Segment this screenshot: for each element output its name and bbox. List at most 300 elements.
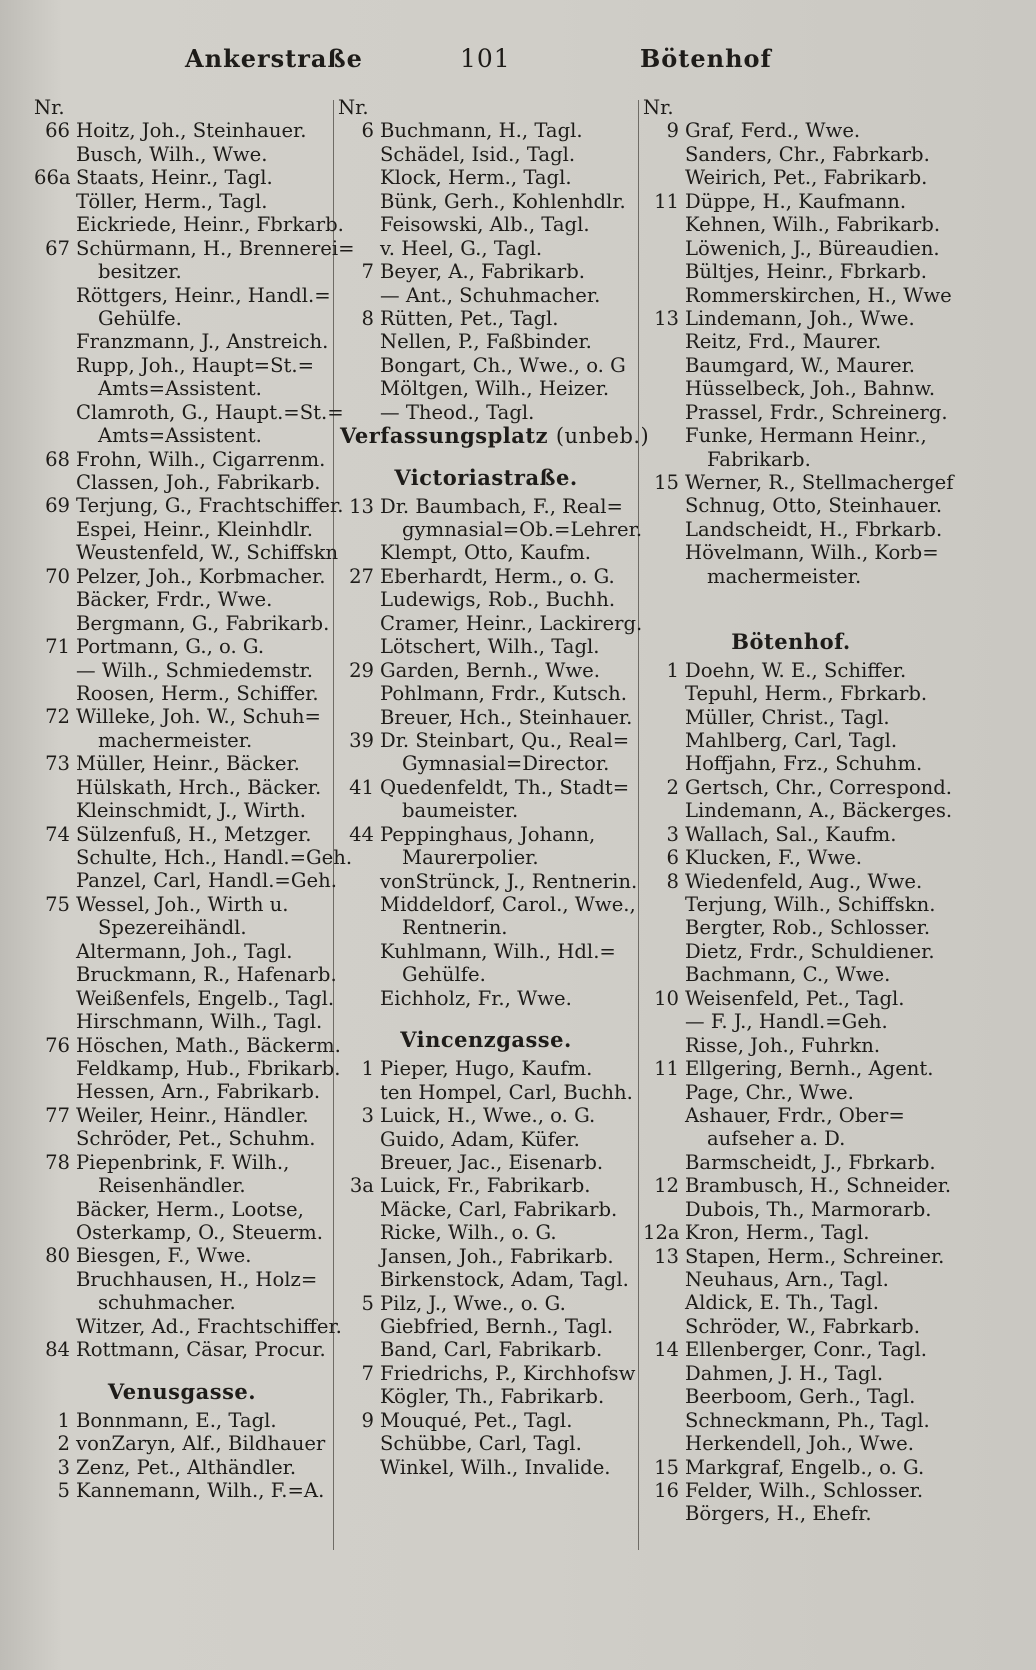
directory-entry — [643, 893, 939, 916]
resident-entry: Aldick, E. Th., Tagl. — [685, 1291, 879, 1315]
house-number — [34, 471, 76, 494]
directory-entry — [34, 869, 337, 893]
resident-entry: Beerboom, Gerh., Tagl. — [685, 1385, 916, 1409]
house-number — [643, 541, 685, 564]
directory-entry — [338, 518, 643, 541]
resident-entry: Weiler, Heinr., Händler. — [76, 1103, 309, 1127]
house-number: 76 — [45, 1033, 70, 1057]
house-number: 78 — [45, 1150, 70, 1174]
house-number — [34, 377, 76, 400]
resident-entry: Osterkamp, O., Steuerm. — [76, 1221, 323, 1244]
resident-entry: Amts=Assistent. — [98, 377, 262, 401]
resident-entry: Rütten, Pet., Tagl. — [380, 306, 559, 330]
directory-entry — [34, 448, 330, 471]
resident-entry: Prassel, Frdr., Schreinerg. — [685, 400, 948, 424]
directory-entry — [338, 1409, 634, 1432]
street-heading-name: Verfassungsplatz — [340, 423, 549, 449]
resident-entry: Bergter, Rob., Schlosser. — [685, 916, 931, 940]
directory-entry — [34, 307, 330, 330]
directory-entry — [338, 611, 643, 635]
house-number — [643, 1409, 685, 1432]
house-number: 13 — [349, 494, 374, 518]
resident-entry: Eichholz, Fr., Wwe. — [380, 986, 572, 1010]
resident-entry: Graf, Ferd., Wwe. — [685, 119, 861, 143]
resident-entry: Reitz, Frd., Maurer. — [685, 330, 882, 354]
resident-entry: Töller, Herm., Tagl. — [76, 189, 268, 213]
house-number: 74 — [45, 822, 70, 846]
directory-entry — [338, 213, 634, 236]
directory-entry — [643, 1502, 939, 1525]
house-number: 70 — [45, 564, 70, 588]
house-number — [643, 284, 685, 307]
house-number — [338, 518, 380, 541]
resident-entry: vonZaryn, Alf., Bildhauer — [76, 1432, 326, 1456]
house-number — [643, 260, 685, 283]
house-number: 2 — [666, 775, 679, 799]
resident-entry: Winkel, Wilh., Invalide. — [380, 1455, 611, 1479]
house-number — [34, 1174, 76, 1197]
directory-entry — [643, 213, 939, 236]
directory-entry — [643, 1221, 939, 1244]
directory-entry — [34, 541, 339, 565]
directory-entry — [338, 916, 634, 939]
house-number: 3 — [666, 822, 679, 846]
directory-entry — [34, 799, 330, 822]
resident-entry: Hövelmann, Wilh., Korb= — [685, 541, 939, 565]
directory-entry — [34, 963, 337, 987]
house-number — [338, 330, 380, 353]
house-number — [34, 1080, 76, 1103]
directory-entry — [338, 893, 634, 916]
resident-entry: machermeister. — [707, 564, 862, 588]
resident-entry: Bongart, Ch., Wwe., o. G — [380, 353, 626, 377]
house-number: 71 — [45, 635, 70, 659]
resident-entry: Werner, R., Stellmachergef — [685, 471, 954, 494]
house-number — [643, 1502, 685, 1525]
house-number: 75 — [45, 892, 70, 916]
directory-entry — [643, 260, 939, 283]
house-number — [34, 330, 76, 353]
resident-entry: Frohn, Wilh., Cigarrenm. — [76, 447, 326, 471]
house-number — [338, 752, 380, 775]
directory-entry — [643, 1198, 939, 1221]
resident-entry: Möltgen, Wilh., Heizer. — [380, 377, 610, 401]
directory-entry — [34, 986, 335, 1010]
resident-entry: Wiedenfeld, Aug., Wwe. — [685, 869, 923, 893]
directory-entry — [338, 776, 634, 799]
street-heading: Bötenhof. — [731, 628, 851, 654]
house-number — [34, 1057, 76, 1080]
house-number: 5 — [57, 1478, 70, 1502]
resident-entry: Bäcker, Herm., Lootse, — [76, 1197, 304, 1221]
directory-entry — [643, 963, 939, 986]
resident-entry: Gehülfe. — [402, 963, 486, 987]
directory-entry — [338, 1151, 634, 1174]
resident-entry: gymnasial=Ob.=Lehrer. — [402, 518, 643, 541]
directory-entry — [643, 119, 939, 142]
house-number — [643, 1315, 685, 1338]
resident-entry: Garden, Bernh., Wwe. — [380, 658, 600, 682]
resident-entry: Höschen, Math., Bäckerm. — [76, 1033, 341, 1057]
house-number — [34, 963, 76, 986]
directory-entry — [34, 565, 330, 588]
house-number — [338, 166, 380, 189]
house-number — [34, 869, 76, 892]
house-number: 1 — [361, 1057, 374, 1081]
directory-entry — [338, 706, 634, 729]
house-number — [338, 870, 380, 893]
house-number — [643, 1010, 685, 1033]
directory-entry — [643, 307, 939, 330]
directory-entry — [34, 1174, 330, 1197]
directory-entry — [643, 448, 939, 471]
directory-entry — [338, 143, 634, 166]
directory-entry — [643, 471, 954, 494]
house-number — [338, 588, 380, 611]
house-number — [643, 752, 685, 775]
resident-entry: Bonnmann, E., Tagl. — [76, 1408, 277, 1432]
house-number: 1 — [57, 1408, 70, 1432]
resident-entry: Eberhardt, Herm., o. G. — [380, 564, 615, 588]
resident-entry: Baumgard, W., Maurer. — [685, 353, 916, 377]
resident-entry: Weißenfels, Engelb., Tagl. — [76, 986, 335, 1010]
resident-entry: Schürmann, H., Brennerei= — [76, 236, 355, 260]
directory-entry — [643, 354, 939, 377]
house-number — [34, 284, 76, 307]
resident-entry: Hülskath, Hrch., Bäcker. — [76, 775, 322, 799]
resident-entry: Kögler, Th., Fabrikarb. — [380, 1385, 605, 1409]
directory-entry — [643, 940, 939, 963]
house-number — [643, 799, 685, 822]
directory-entry — [34, 1127, 330, 1150]
resident-entry: Mäcke, Carl, Fabrikarb. — [380, 1197, 618, 1221]
resident-entry: Willeke, Joh. W., Schuh= — [76, 705, 321, 729]
column-nr-label — [643, 96, 939, 119]
directory-entry — [338, 377, 634, 400]
house-number: 44 — [349, 822, 374, 846]
column-3 — [643, 96, 954, 1526]
directory-entry — [34, 190, 330, 213]
house-number — [338, 213, 380, 236]
directory-entry — [338, 495, 634, 518]
house-number — [643, 916, 685, 939]
directory-entry — [338, 1104, 634, 1127]
directory-entry — [34, 916, 330, 939]
directory-entry — [338, 1057, 634, 1080]
directory-entry — [338, 1362, 634, 1385]
house-number: 7 — [361, 260, 374, 284]
resident-entry: Ricke, Wilh., o. G. — [380, 1221, 557, 1245]
directory-entry — [34, 1314, 342, 1338]
directory-entry — [34, 1432, 330, 1455]
house-number: 11 — [654, 189, 679, 213]
house-number: 66 — [45, 119, 70, 143]
house-number — [338, 541, 380, 564]
resident-entry: Rommerskirchen, H., Wwe — [685, 283, 952, 307]
resident-entry: Bünk, Gerh., Kohlenhdlr. — [380, 189, 626, 213]
house-number — [338, 799, 380, 822]
house-number — [34, 940, 76, 963]
resident-entry: Herkendell, Joh., Wwe. — [685, 1432, 914, 1456]
house-number — [643, 166, 685, 189]
house-number — [34, 424, 76, 447]
resident-entry: Quedenfeldt, Th., Stadt= — [380, 775, 630, 799]
directory-entry — [338, 1198, 634, 1221]
directory-entry — [34, 1268, 330, 1291]
house-number — [338, 190, 380, 213]
resident-entry: Zenz, Pet., Althändler. — [76, 1455, 297, 1479]
resident-entry: Giebfried, Bernh., Tagl. — [380, 1315, 614, 1338]
directory-entry — [338, 963, 634, 986]
directory-entry — [34, 893, 330, 916]
house-number — [338, 401, 380, 424]
directory-entry — [643, 1409, 939, 1432]
house-number — [338, 1315, 380, 1338]
column-2 — [338, 96, 650, 1479]
resident-entry: Schröder, Pet., Schuhm. — [76, 1127, 316, 1151]
directory-entry — [338, 401, 634, 424]
directory-entry — [338, 846, 634, 869]
house-number — [338, 963, 380, 986]
house-number — [338, 1432, 380, 1455]
directory-entry — [34, 1080, 330, 1103]
directory-entry — [338, 799, 634, 822]
directory-entry — [643, 775, 953, 799]
house-number — [338, 1151, 380, 1174]
house-number: 15 — [654, 1455, 679, 1479]
house-number — [643, 1385, 685, 1408]
resident-entry: Funke, Hermann Heinr., — [685, 424, 927, 448]
house-number — [338, 1198, 380, 1221]
house-number: 14 — [654, 1338, 679, 1362]
directory-entry — [34, 588, 330, 611]
resident-entry: Doehn, W. E., Schiffer. — [685, 658, 907, 682]
resident-entry: Busch, Wilh., Wwe. — [76, 142, 268, 166]
resident-entry: Weisenfeld, Pet., Tagl. — [685, 986, 905, 1010]
directory-entry — [338, 190, 634, 213]
house-number — [338, 1128, 380, 1151]
resident-entry: Dubois, Th., Marmorarb. — [685, 1197, 932, 1221]
house-number: 39 — [349, 728, 374, 752]
house-number: 2 — [57, 1432, 70, 1456]
directory-entry — [338, 1315, 634, 1338]
resident-entry: Risse, Joh., Fuhrkn. — [685, 1033, 881, 1057]
resident-entry: baumeister. — [402, 799, 519, 823]
directory-entry — [643, 752, 939, 775]
house-number — [643, 940, 685, 963]
directory-entry — [338, 1174, 634, 1197]
house-number: 3 — [57, 1455, 70, 1479]
resident-entry: v. Heel, G., Tagl. — [380, 236, 543, 260]
house-number — [643, 354, 685, 377]
resident-entry: Schneckmann, Ph., Tagl. — [685, 1408, 930, 1432]
house-number: 67 — [45, 236, 70, 260]
house-number — [338, 987, 380, 1010]
house-number: 13 — [654, 306, 679, 330]
house-number — [338, 1221, 380, 1244]
resident-entry: Bruchhausen, H., Holz= — [76, 1267, 318, 1291]
directory-entry — [34, 284, 330, 307]
house-number — [643, 963, 685, 986]
resident-entry: — Ant., Schuhmacher. — [380, 283, 601, 307]
house-number — [643, 1268, 685, 1291]
resident-entry: Markgraf, Engelb., o. G. — [685, 1455, 925, 1479]
house-number — [643, 143, 685, 166]
resident-entry: Rottmann, Cäsar, Procur. — [76, 1338, 326, 1362]
directory-entry — [34, 682, 330, 705]
house-number — [34, 354, 76, 377]
resident-entry: Beyer, A., Fabrikarb. — [380, 260, 585, 284]
header-right-street: Bötenhof — [640, 44, 772, 73]
resident-entry: Band, Carl, Fabrikarb. — [380, 1338, 603, 1362]
house-number: 27 — [349, 564, 374, 588]
directory-entry — [34, 354, 330, 377]
directory-entry — [643, 1151, 939, 1174]
resident-entry: Schübbe, Carl, Tagl. — [380, 1432, 582, 1456]
resident-entry: Schulte, Hch., Handl.=Geh. — [76, 846, 353, 869]
house-number — [338, 284, 380, 307]
house-number — [34, 401, 76, 424]
house-number — [34, 1221, 76, 1244]
house-number — [643, 237, 685, 260]
house-number — [34, 1198, 76, 1221]
directory-entry — [34, 940, 330, 963]
house-number — [643, 1432, 685, 1455]
directory-entry — [34, 776, 330, 799]
directory-entry — [643, 1010, 939, 1033]
resident-entry: Schädel, Isid., Tagl. — [380, 142, 576, 166]
resident-entry: Ashauer, Frdr., Ober= — [685, 1103, 905, 1127]
resident-entry: Dahmen, J. H., Tagl. — [685, 1361, 884, 1385]
resident-entry: Portmann, G., o. G. — [76, 635, 265, 659]
resident-entry: Piepenbrink, F. Wilh., — [76, 1150, 290, 1174]
house-number — [643, 213, 685, 236]
resident-entry: Sülzenfuß, H., Metzger. — [76, 822, 312, 846]
directory-entry — [34, 330, 330, 353]
house-number — [34, 1315, 76, 1338]
resident-entry: Feldkamp, Hub., Fbrikarb. — [76, 1056, 341, 1080]
directory-entry — [643, 1338, 939, 1361]
house-number — [34, 1291, 76, 1314]
directory-entry — [643, 1315, 939, 1338]
directory-entry — [643, 1291, 939, 1314]
resident-entry: Terjung, G., Frachtschiffer. — [76, 494, 344, 518]
directory-entry — [643, 870, 939, 893]
directory-entry — [34, 1221, 330, 1244]
house-number — [34, 307, 76, 330]
house-number — [34, 541, 76, 564]
resident-entry: Dr. Steinbart, Qu., Real= — [380, 728, 630, 752]
house-number — [34, 659, 76, 682]
house-number — [34, 190, 76, 213]
house-number — [643, 1081, 685, 1104]
resident-entry: — F. J., Handl.=Geh. — [685, 1010, 888, 1034]
house-number — [643, 1151, 685, 1174]
house-number: 77 — [45, 1103, 70, 1127]
directory-entry — [338, 1245, 634, 1268]
directory-entry — [34, 1033, 341, 1057]
directory-entry — [338, 330, 634, 353]
house-number: 11 — [654, 1057, 679, 1081]
directory-entry — [34, 260, 330, 283]
resident-entry: Biesgen, F., Wwe. — [76, 1244, 252, 1268]
resident-entry: Bachmann, C., Wwe. — [685, 963, 891, 987]
directory-entry — [338, 1221, 634, 1244]
house-number — [643, 518, 685, 541]
directory-entry — [34, 1338, 330, 1361]
resident-entry: vonStrünck, J., Rentnerin. — [380, 869, 638, 893]
directory-entry — [338, 1128, 634, 1151]
resident-entry: Lindemann, Joh., Wwe. — [685, 306, 915, 330]
house-number — [643, 565, 685, 588]
directory-entry — [338, 1268, 634, 1291]
house-number: 8 — [361, 306, 374, 330]
resident-entry: Mahlberg, Carl, Tagl. — [685, 728, 898, 752]
street-heading-note: (unbeb.) — [555, 424, 650, 449]
resident-entry: Müller, Heinr., Bäcker. — [76, 752, 300, 776]
house-number — [34, 729, 76, 752]
house-number — [643, 424, 685, 447]
directory-entry — [643, 400, 948, 424]
resident-entry: Brambusch, H., Schneider. — [685, 1174, 952, 1198]
house-number — [34, 213, 76, 236]
house-number: 3a — [349, 1174, 374, 1198]
directory-entry — [643, 799, 953, 823]
directory-entry — [643, 166, 939, 189]
resident-entry: Peppinghaus, Johann, — [380, 822, 596, 846]
house-number: 29 — [349, 658, 374, 682]
house-number: 9 — [666, 119, 679, 143]
header-left-street: Ankerstraße — [185, 44, 363, 73]
directory-entry — [338, 940, 634, 963]
house-number — [34, 260, 76, 283]
house-number — [338, 1245, 380, 1268]
directory-entry — [338, 354, 634, 377]
resident-entry: Panzel, Carl, Handl.=Geh. — [76, 869, 337, 893]
resident-entry: Wallach, Sal., Kaufm. — [685, 822, 897, 846]
directory-entry — [34, 705, 330, 728]
resident-entry: — Wilh., Schmiedemstr. — [76, 658, 313, 682]
house-number — [338, 682, 380, 705]
house-number — [338, 1081, 380, 1104]
resident-entry: Maurerpolier. — [402, 846, 539, 870]
directory-entry — [643, 1362, 939, 1385]
resident-entry: Weirich, Pet., Fabrikarb. — [685, 166, 928, 190]
resident-entry: schuhmacher. — [98, 1291, 236, 1315]
directory-entry — [643, 377, 939, 400]
directory-entry — [643, 565, 939, 588]
resident-entry: Barmscheidt, J., Fbrkarb. — [685, 1150, 936, 1174]
directory-entry — [643, 846, 939, 869]
directory-entry — [34, 424, 330, 447]
resident-entry: Röttgers, Heinr., Handl.= — [76, 283, 331, 307]
directory-entry — [643, 283, 952, 307]
house-number — [338, 1385, 380, 1408]
directory-entry — [338, 823, 634, 846]
directory-entry — [34, 752, 330, 775]
directory-entry — [643, 143, 939, 166]
house-number — [643, 1104, 685, 1127]
directory-entry — [338, 1385, 634, 1408]
directory-entry — [338, 987, 634, 1010]
directory-entry — [34, 166, 330, 189]
resident-entry: Stapen, Herm., Schreiner. — [685, 1244, 945, 1268]
resident-entry: Lindemann, A., Bäckerges. — [685, 799, 953, 823]
resident-entry: Dr. Baumbach, F., Real= — [380, 494, 623, 518]
resident-entry: Landscheidt, H., Fbrkarb. — [685, 517, 943, 541]
resident-entry: Spezereihändl. — [98, 916, 247, 940]
resident-entry: Müller, Christ., Tagl. — [685, 705, 890, 729]
